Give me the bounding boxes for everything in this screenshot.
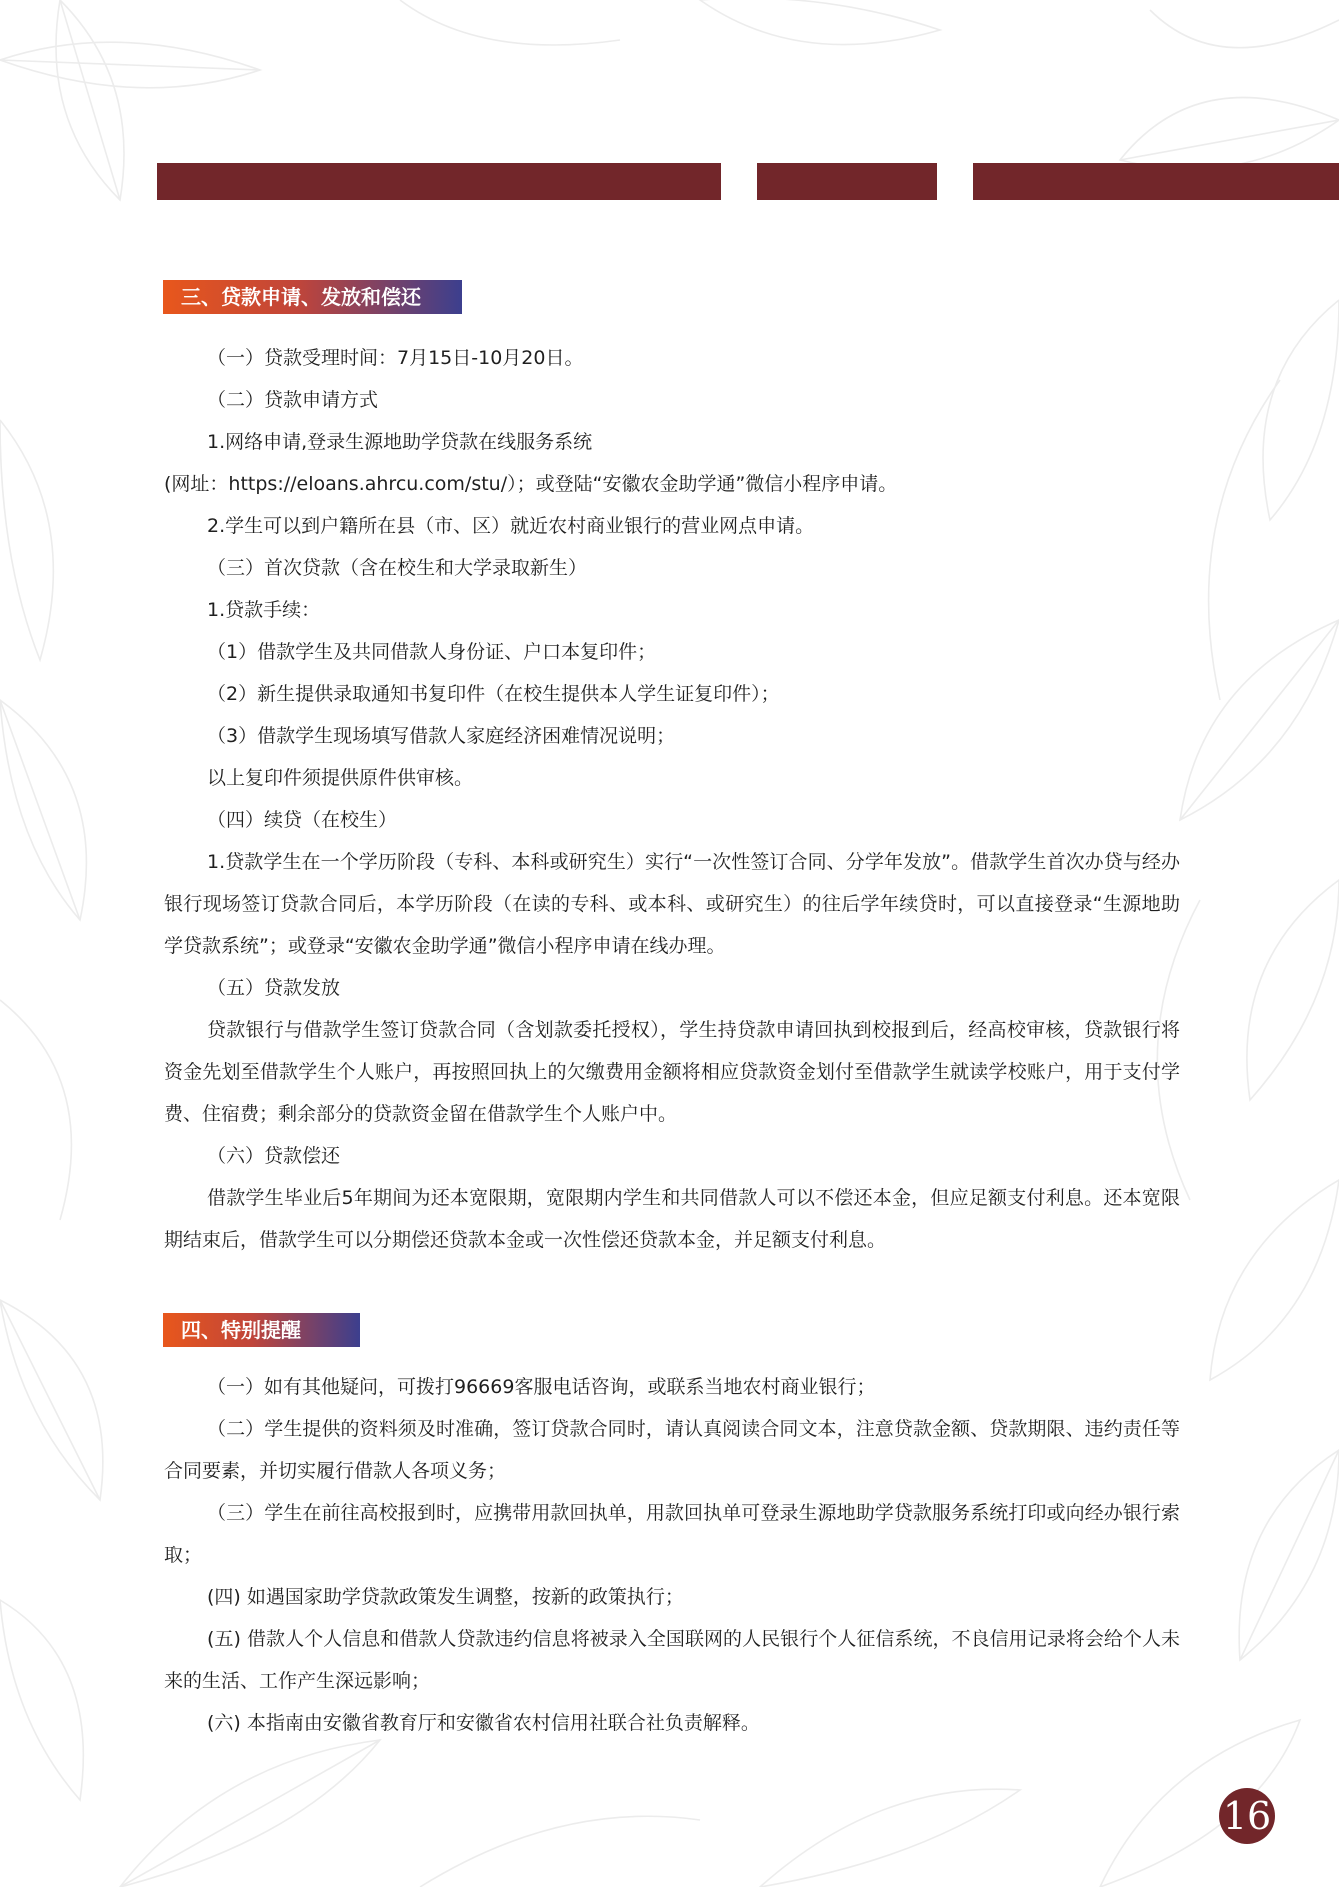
item-renewal: （四）续贷（在校生）	[207, 809, 398, 831]
item-branch-application: 2.学生可以到户籍所在县（市、区）就近农村商业银行的营业网点申请。	[207, 515, 815, 537]
item-loan-procedures: 1.贷款手续：	[207, 599, 321, 621]
item-disbursement: （五）贷款发放	[207, 977, 341, 999]
item-application-method: （二）贷款申请方式	[207, 389, 379, 411]
header-bar-left	[157, 163, 721, 200]
reminder-4: (四) 如遇国家助学贷款政策发生调整，按新的政策执行；	[207, 1586, 684, 1608]
item-website: (网址：https://eloans.ahrcu.com/stu/）；或登陆“安徽农金助学通”微信小程序申请。	[164, 473, 898, 495]
reminder-3: （三）学生在前往高校报到时，应携带用款回执单，用款回执单可登录生源地助学贷款服务系统打印或向经办银行索取；	[164, 1502, 1180, 1566]
reminder-1: （一）如有其他疑问，可拨打96669客服电话咨询，或联系当地农村商业银行；	[207, 1376, 876, 1398]
section-title-4: 四、特别提醒	[163, 1313, 360, 1347]
reminder-6: (六) 本指南由安徽省教育厅和安徽省农村信用社联合社负责解释。	[207, 1712, 760, 1734]
reminder-2: （二）学生提供的资料须及时准确，签订贷款合同时，请认真阅读合同文本，注意贷款金额、贷款期限、违约责任等合同要素，并切实履行借款人各项义务；	[164, 1418, 1180, 1482]
item-disbursement-detail: 贷款银行与借款学生签订贷款合同（含划款委托授权），学生持贷款申请回执到校报到后，经高校审核，贷款银行将资金先划至借款学生个人账户，再按照回执上的欠缴费用金额将相应贷款资金划付至借款学生就读学校账户，用于支付学费、住宿费；剩余部分的贷款资金留在借款学生个人账户中。	[164, 1019, 1180, 1125]
item-procedure-3: （3）借款学生现场填写借款人家庭经济困难情况说明；	[207, 725, 676, 747]
header-bar-right	[973, 163, 1339, 200]
item-online-application: 1.网络申请,登录生源地助学贷款在线服务系统	[207, 431, 593, 453]
reminder-5: (五) 借款人个人信息和借款人贷款违约信息将被录入全国联网的人民银行个人征信系统，不良信用记录将会给个人未来的生活、工作产生深远影响；	[164, 1628, 1180, 1692]
item-renewal-detail: 1.贷款学生在一个学历阶段（专科、本科或研究生）实行“一次性签订合同、分学年发放”。借款学生首次办贷与经办银行现场签订贷款合同后，本学历阶段（在读的专科、或本科、或研究生）的往后学年续贷时，可以直接登录“生源地助学贷款系统”；或登录“安徽农金助学通”微信小程序申请在线办理。	[164, 851, 1180, 957]
item-first-loan: （三）首次贷款（含在校生和大学录取新生）	[207, 557, 588, 579]
item-originals-note: 以上复印件须提供原件供审核。	[207, 767, 474, 789]
item-procedure-1: （1）借款学生及共同借款人身份证、户口本复印件；	[207, 641, 657, 663]
section-title-3: 三、贷款申请、发放和偿还	[163, 280, 462, 314]
item-procedure-2: （2）新生提供录取通知书复印件（在校生提供本人学生证复印件）；	[207, 683, 780, 705]
item-repayment: （六）贷款偿还	[207, 1145, 341, 1167]
page-number-badge: 16	[1219, 1788, 1275, 1844]
item-repayment-detail: 借款学生毕业后5年期间为还本宽限期，宽限期内学生和共同借款人可以不偿还本金，但应足额支付利息。还本宽限期结束后，借款学生可以分期偿还贷款本金或一次性偿还贷款本金，并足额支付利息。	[164, 1187, 1180, 1251]
item-application-time: （一）贷款受理时间：7月15日-10月20日。	[207, 347, 584, 369]
header-bar-middle	[757, 163, 937, 200]
